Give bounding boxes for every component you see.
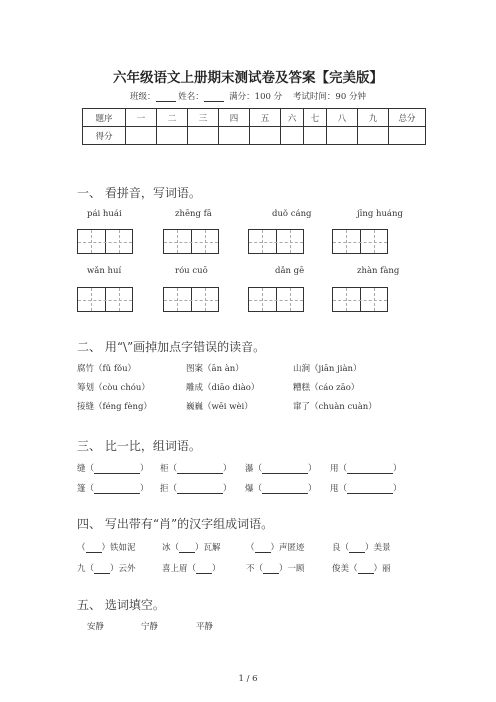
compare-item: 篷（ ） xyxy=(77,484,149,494)
answer-blank[interactable] xyxy=(347,464,393,474)
section3-heading: 三、 比一比，组词语。 xyxy=(77,439,201,453)
answer-blank[interactable] xyxy=(263,564,279,574)
writing-grid[interactable] xyxy=(248,229,304,254)
idiom-item: （ ）声匿迹 xyxy=(246,543,305,553)
compare-item: 柜（ ） xyxy=(160,464,232,474)
page-title: 六年级语文上册期末测试卷及答案【完美版】 xyxy=(113,70,383,86)
compare-item: 拒（ ） xyxy=(160,484,232,494)
score-header-cell: 总分 xyxy=(389,109,426,127)
pronunciation-item: 巍巍（wēi wèi） xyxy=(186,402,253,412)
writing-grid[interactable] xyxy=(332,229,388,254)
answer-blank[interactable] xyxy=(349,543,365,553)
answer-blank[interactable] xyxy=(94,464,140,474)
answer-blank[interactable] xyxy=(347,484,393,494)
pronunciation-item: 腐竹（fǔ fǒu） xyxy=(77,364,137,374)
answer-blank[interactable] xyxy=(94,484,140,494)
score-cell[interactable] xyxy=(389,127,426,145)
pronunciation-item: 筹划（còu chóu） xyxy=(77,383,150,393)
answer-blank[interactable] xyxy=(177,464,223,474)
writing-grid[interactable] xyxy=(163,287,219,312)
pronunciation-item: 雕成（diāo diào） xyxy=(186,383,260,393)
score-header-cell: 八 xyxy=(327,109,358,127)
pinyin-label: pái huái xyxy=(87,209,122,219)
word-choice: 平静 xyxy=(196,622,214,632)
score-cell[interactable] xyxy=(327,127,358,145)
pinyin-label: duǒ cáng xyxy=(272,209,312,219)
score-cell[interactable] xyxy=(188,127,219,145)
section5-heading: 五、 选词填空。 xyxy=(77,598,165,612)
pinyin-label: zhēng fā xyxy=(175,209,212,219)
word-choice: 安静 xyxy=(87,622,105,632)
section1-heading: 一、 看拼音，写词语。 xyxy=(77,186,201,200)
word-choice: 宁静 xyxy=(141,622,159,632)
score-cell[interactable] xyxy=(157,127,188,145)
pinyin-label: dǎn gē xyxy=(275,266,305,276)
idiom-item: 俊美（ ）丽 xyxy=(332,564,391,574)
writing-grid[interactable] xyxy=(332,287,388,312)
answer-blank[interactable] xyxy=(177,484,223,494)
compare-item: 爆（ ） xyxy=(245,484,317,494)
score-table-header-row xyxy=(83,109,426,127)
full-score: 满分：100 分 xyxy=(229,92,283,102)
answer-blank[interactable] xyxy=(179,543,195,553)
score-cell[interactable] xyxy=(126,127,157,145)
idiom-item: 喜上眉（ ） xyxy=(162,564,221,574)
pronunciation-item: 窜了（chuàn cuàn） xyxy=(293,402,377,412)
score-header-cell: 三 xyxy=(188,109,219,127)
answer-blank[interactable] xyxy=(255,543,271,553)
score-header-cell: 二 xyxy=(157,109,188,127)
compare-item: 缝（ ） xyxy=(77,464,149,474)
section2-heading: 二、 用“\”画掉加点字错误的读音。 xyxy=(77,340,266,354)
answer-blank[interactable] xyxy=(358,564,374,574)
pronunciation-item: 接缝（féng fèng） xyxy=(77,402,152,412)
idiom-item: 冰（ ）瓦解 xyxy=(162,543,221,553)
score-cell[interactable] xyxy=(250,127,281,145)
pronunciation-item: 山涧（jiān jiàn） xyxy=(293,364,362,374)
pronunciation-item: 图案（ān àn） xyxy=(186,364,244,374)
answer-blank[interactable] xyxy=(262,484,308,494)
score-header-cell: 题序 xyxy=(83,109,126,127)
section4-heading: 四、 写出带有“肖”的汉字组成词语。 xyxy=(77,517,274,531)
idiom-item: 不（ ）一顾 xyxy=(246,564,305,574)
name-label: 姓名： xyxy=(178,92,204,102)
score-cell[interactable] xyxy=(281,127,304,145)
pinyin-label: wǎn huí xyxy=(87,266,122,276)
exam-time: 考试时间：90 分钟 xyxy=(292,92,366,102)
answer-blank[interactable] xyxy=(94,564,110,574)
answer-blank[interactable] xyxy=(262,464,308,474)
name-blank xyxy=(204,92,224,102)
compare-item: 用（ ） xyxy=(330,464,402,474)
score-cell[interactable] xyxy=(358,127,389,145)
answer-blank[interactable] xyxy=(196,564,212,574)
class-blank xyxy=(156,92,176,102)
score-row-label: 得分 xyxy=(83,127,126,145)
pinyin-label: róu cuō xyxy=(175,266,208,276)
class-label: 班级： xyxy=(130,92,156,102)
writing-grid[interactable] xyxy=(163,229,219,254)
exam-info xyxy=(0,90,496,102)
page-number: 1 / 6 xyxy=(238,674,258,684)
pronunciation-item: 糟糕（cáo zāo） xyxy=(293,383,360,393)
writing-grid[interactable] xyxy=(248,287,304,312)
compare-item: 瀑（ ） xyxy=(245,464,317,474)
score-header-cell: 九 xyxy=(358,109,389,127)
compare-item: 甩（ ） xyxy=(330,484,402,494)
score-table-score-row xyxy=(83,127,426,145)
score-cell[interactable] xyxy=(304,127,327,145)
score-header-cell: 五 xyxy=(250,109,281,127)
writing-grid[interactable] xyxy=(77,229,133,254)
idiom-item: 九（ ）云外 xyxy=(77,564,136,574)
idiom-item: 良（ ）美景 xyxy=(332,543,391,553)
writing-grid[interactable] xyxy=(77,287,133,312)
pinyin-label: jīng huáng xyxy=(357,209,403,219)
score-header-cell: 四 xyxy=(219,109,250,127)
answer-blank[interactable] xyxy=(86,543,102,553)
score-cell[interactable] xyxy=(219,127,250,145)
score-header-cell: 一 xyxy=(126,109,157,127)
pinyin-label: zhàn fàng xyxy=(357,266,400,276)
idiom-item: （ ）铁如泥 xyxy=(77,543,136,553)
score-header-cell: 六 xyxy=(281,109,304,127)
score-header-cell: 七 xyxy=(304,109,327,127)
score-table xyxy=(82,108,426,145)
